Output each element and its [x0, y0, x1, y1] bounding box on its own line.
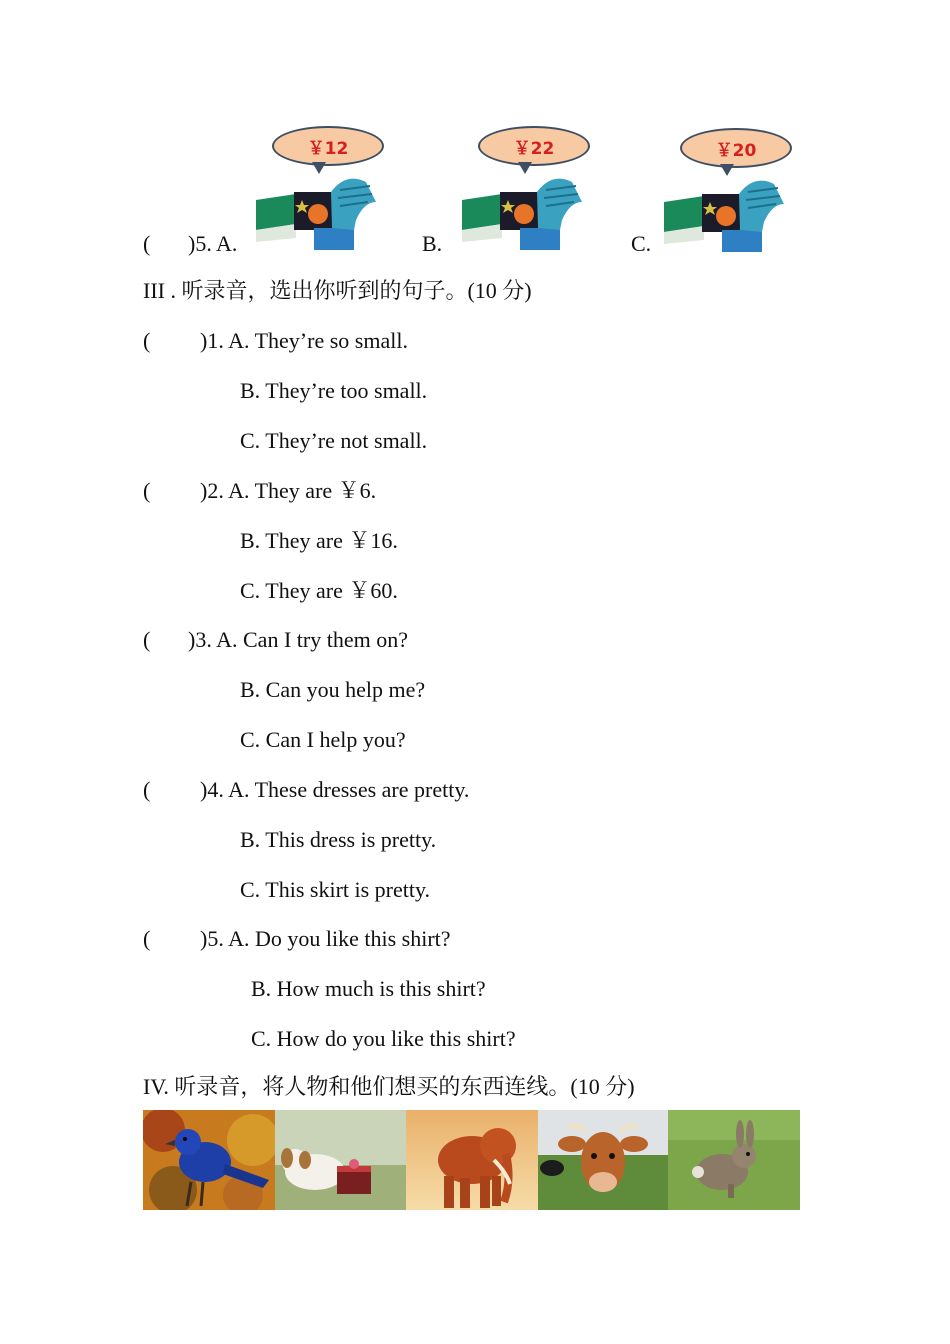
question-option-c: C. They are ￥60. — [240, 578, 398, 603]
question-option-a: )3. A. Can I try them on? — [188, 627, 408, 652]
bird-photo[interactable] — [143, 1110, 275, 1210]
elephant-icon — [406, 1110, 538, 1210]
scarf-icon — [644, 174, 794, 254]
scarf-icon — [442, 172, 592, 252]
question-option-b: B. How much is this shirt? — [251, 976, 486, 1001]
option-c-image[interactable] — [644, 128, 804, 258]
section-3-heading: III . 听录音，选出你听到的句子。(10 分) — [143, 278, 532, 303]
bird-icon — [143, 1110, 275, 1210]
answer-paren[interactable]: ( — [143, 777, 151, 802]
question-option-a: )4. A. These dresses are pretty. — [200, 777, 470, 802]
answer-paren[interactable]: ( — [143, 231, 151, 256]
rabbit-icon — [668, 1110, 800, 1210]
cow-photo[interactable] — [538, 1110, 668, 1210]
question-option-c: C. This skirt is pretty. — [240, 877, 431, 902]
price-tag: ￥20 — [715, 141, 757, 161]
question-option-b: B. They’re too small. — [240, 378, 428, 403]
answer-paren[interactable]: ( — [143, 478, 151, 503]
question-option-a: )5. A. Do you like this shirt? — [200, 926, 451, 951]
price-tag: ￥12 — [307, 139, 349, 159]
question-number: )5. — [188, 231, 212, 256]
option-a-image[interactable] — [236, 126, 396, 256]
price-tag: ￥22 — [513, 139, 555, 159]
rabbit-photo[interactable] — [668, 1110, 800, 1210]
elephant-photo[interactable] — [406, 1110, 538, 1210]
question-option-c: C. Can I help you? — [240, 727, 406, 752]
option-a-letter: A. — [216, 231, 238, 256]
scarf-icon — [236, 172, 386, 252]
cow-icon — [538, 1110, 668, 1210]
option-c-letter: C. — [631, 231, 652, 256]
question-option-b: B. This dress is pretty. — [240, 827, 437, 852]
question-option-c: C. They’re not small. — [240, 428, 428, 453]
question-option-c: C. How do you like this shirt? — [251, 1026, 516, 1051]
answer-paren[interactable]: ( — [143, 627, 151, 652]
option-b-letter: B. — [422, 231, 443, 256]
puppy-icon — [275, 1110, 406, 1210]
answer-paren[interactable]: ( — [143, 926, 151, 951]
answer-paren[interactable]: ( — [143, 328, 151, 353]
question-option-a: )2. A. They are ￥6. — [200, 478, 377, 503]
question-option-a: )1. A. They’re so small. — [200, 328, 408, 353]
question-option-b: B. Can you help me? — [240, 677, 426, 702]
option-b-image[interactable] — [442, 126, 602, 256]
puppy-photo[interactable] — [275, 1110, 406, 1210]
section-4-heading: IV. 听录音，将人物和他们想买的东西连线。(10 分) — [143, 1074, 635, 1099]
question-option-b: B. They are ￥16. — [240, 528, 398, 553]
